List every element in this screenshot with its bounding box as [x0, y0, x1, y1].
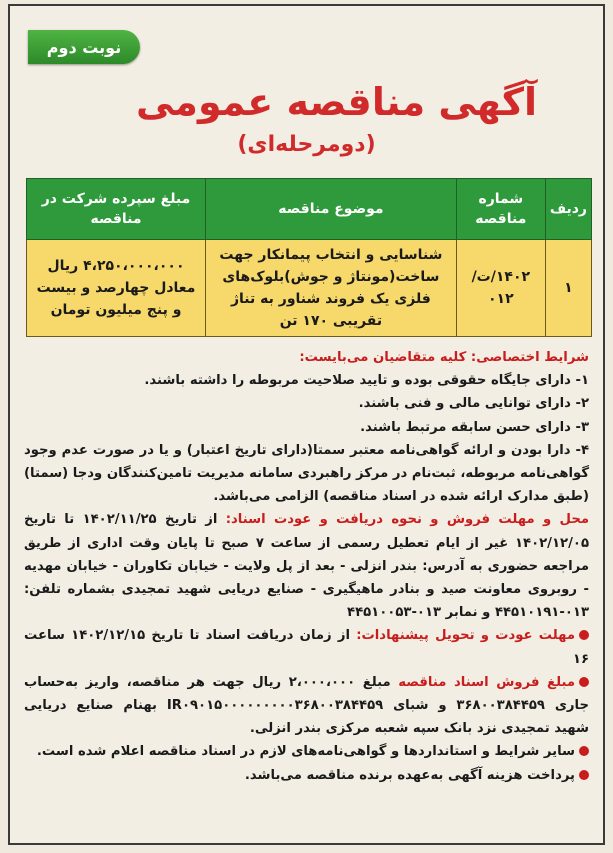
condition-item-3: ۳- دارای حسن سابقه مرتبط باشند. [360, 419, 589, 435]
price-text: مبلغ ۲،۰۰۰،۰۰۰ ریال جهت هر مناقصه، واریز به‌حساب جاری ۳۶۸۰۰۳۸۴۴۵۹ و شبای IR۰۹۰۱۵۰۰۰۰۰۰۰۰۰۳۶۸۰۰۳۸۴۴۵۹ بهنام صنایع دریایی شهید تمجیدی نزد بانک سپه شعبه مرکزی بندر انزلی. [24, 674, 589, 737]
header-amount: مبلغ سپرده شرکت در مناقصه [27, 179, 206, 240]
cell-amount: ۴،۲۵۰،۰۰۰،۰۰۰ ریال معادل چهارصد و بیست و پنج میلیون تومان [27, 240, 206, 337]
condition-item-4: ۴- دارا بودن و ارائه گواهی‌نامه معتبر سمتا(دارای تاریخ اعتبار) و یا در صورت عدم وجود گواهی‌نامه مربوطه، ثبت‌نام در مرکز راهبردی سامانه مدیریت تامین‌کنندگان ودجا (سمتا) (طبق مدارک ارائه شده در اسناد مناقصه) الزامی می‌باشد. [24, 442, 589, 505]
bullet-icon [579, 770, 589, 780]
condition-item-1: ۱- دارای جایگاه حقوقی بوده و تایید صلاحیت مربوطه را داشته باشند. [144, 373, 589, 389]
bullet-icon [579, 677, 589, 687]
price-heading: مبلغ فروش اسناد مناقصه [398, 674, 575, 690]
deadline-heading: مهلت عودت و تحویل پیشنهادات: [356, 628, 575, 644]
tender-table [26, 178, 592, 337]
note-2 [24, 764, 589, 787]
note-2-text: پرداخت هزینه آگهی به‌عهده برنده مناقصه می‌باشد. [244, 767, 575, 783]
bullet-icon [579, 746, 589, 756]
table-row [27, 240, 592, 337]
cell-radif: ۱ [545, 240, 591, 337]
deadline-text: از زمان دریافت اسناد تا تاریخ ۱۴۰۲/۱۲/۱۵ ساعت ۱۶ [24, 628, 589, 667]
sale-heading: محل و مهلت فروش و نحوه دریافت و عودت اسناد: [225, 512, 589, 528]
header-number: شماره مناقصه [456, 179, 545, 240]
cell-number: ۱۴۰۲/ت/۰۱۲ [456, 240, 545, 337]
bullet-icon [579, 630, 589, 640]
notice-subtitle: (دومرحله‌ای) [237, 132, 376, 157]
price-paragraph [24, 671, 589, 741]
notice-body [24, 346, 589, 787]
notice-title: آگهی مناقصه عمومی [135, 80, 538, 124]
conditions-heading: شرایط اختصاصی: کلیه متقاضیان می‌بایست: [299, 350, 589, 365]
cell-subject: شناسایی و انتخاب پیمانکار جهت ساخت(مونتاژ و جوش)بلوک‌های فلزی یک فروند شناور به تناژ تقریبی ۱۷۰ تن [206, 240, 457, 337]
header-radif: ردیف [545, 179, 591, 240]
condition-item-2: ۲- دارای توانایی مالی و فنی باشند. [358, 396, 589, 412]
sale-text: از تاریخ ۱۴۰۲/۱۱/۲۵ تا تاریخ ۱۴۰۲/۱۲/۰۵ غیر از ایام تعطیل رسمی از ساعت ۷ صبح تا پایان وقت اداری از طریق مراجعه حضوری به آدرس: بندر انزلی - بعد از پل ولایت - خیابان تکاوران - خیابان مهدیه - روبروی معاونت صید و بنادر ماهیگیری - صنایع دریایی شهید تمجیدی بشماره تلفن: ۰۱۳-۴۴۵۱۰۱۹۱ و نمابر ۰۱۳-۴۴۵۱۰۰۵۳ [24, 512, 589, 621]
header-subject: موضوع مناقصه [206, 179, 457, 240]
note-1 [24, 740, 589, 763]
sale-paragraph [24, 508, 589, 624]
note-1-text: سایر شرایط و استانداردها و گواهی‌نامه‌های لازم در اسناد مناقصه اعلام شده است. [36, 744, 575, 760]
table-header-row [27, 179, 592, 240]
second-publication-badge: نوبت دوم [28, 30, 140, 64]
deadline-paragraph [24, 624, 589, 670]
tender-notice [8, 4, 605, 845]
